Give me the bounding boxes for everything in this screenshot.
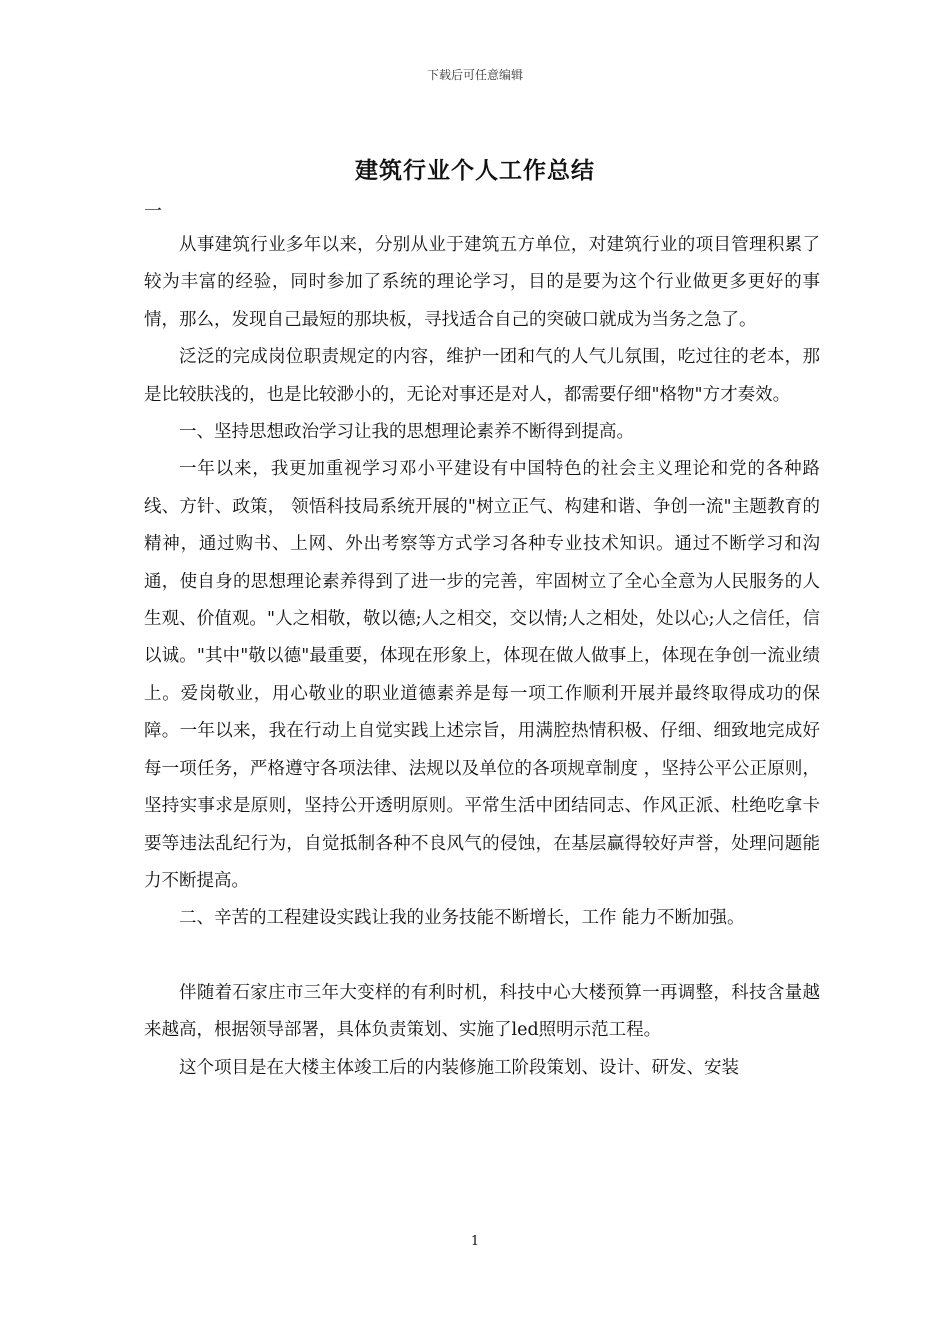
page-header: 下载后可任意编辑 — [426, 68, 523, 82]
page-number: 1 — [470, 1234, 480, 1249]
paragraph: 一年以来，我更加重视学习邓小平建设有中国特色的社会主义理论和党的各种路线、方针、政策， 领悟科技局系统开展的"树立正气、构建和谐、争创一流"主题教育的精神，通过购书、上网、外出考察等方式学习各种专业技术知识。通过不断学习和沟通，使自身的思想理论素养得到了进一步的完善，牢固树立了全心全意为人民服务的人生观、价值观。"人之相敬，敬以德;人之相交，交以情;人之相处，处以心;人之信任，信以诚。"其中"敬以德"最重要，体现在形象上，体现在做人做事上，体现在争创一流业绩上。爱岗敬业，用心敬业的职业道德素养是每一项工作顺利开展并最终取得成功的保障。一年以来，我在行动上自觉实践上述宗旨，用满腔热情积极、仔细、细致地完成好每一项任务，严格遵守各项法律、法规以及单位的各项规章制度 ，坚持公平公正原则，坚持实事求是原则，坚持公开透明原则。平常生活中团结同志、作风正派、杜绝吃拿卡要等违法乱纪行为，自觉抵制各种不良风气的侵蚀，在基层赢得较好声誉，处理问题能力不断提高。 — [144, 459, 820, 891]
paragraph: 泛泛的完成岗位职责规定的内容，维护一团和气的人气儿氛围，吃过往的老本，那是比较肤浅的，也是比较渺小的，无论对事还是对人，都需要仔细"格物"方才奏效。 — [144, 347, 820, 405]
paragraph: 从事建筑行业多年以来，分别从业于建筑五方单位，对建筑行业的项目管理积累了较为丰富的经验，同时参加了系统的理论学习，目的是要为这个行业做更多更好的事情，那么，发现自己最短的那块板，寻找适合自己的突破口就成为当务之急了。 — [144, 235, 820, 330]
paragraph: 这个项目是在大楼主体竣工后的内装修施工阶段策划、设计、研发、安装 — [179, 1057, 739, 1078]
document-title: 建筑行业个人工作总结 — [355, 157, 595, 184]
section-mark: 一 — [144, 201, 162, 222]
document-body — [144, 227, 820, 1087]
paragraph: 伴随着石家庄市三年大变样的有利时机，科技中心大楼预算一再调整，科技含量越来越高，根据领导部署，具体负责策划、实施了led照明示范工程。 — [144, 982, 820, 1041]
section-heading: 二、辛苦的工程建设实践让我的业务技能不断增长，工作 能力不断加强。 — [179, 908, 745, 929]
section-heading: 一、坚持思想政治学习让我的思想理论素养不断得到提高。 — [179, 422, 634, 443]
